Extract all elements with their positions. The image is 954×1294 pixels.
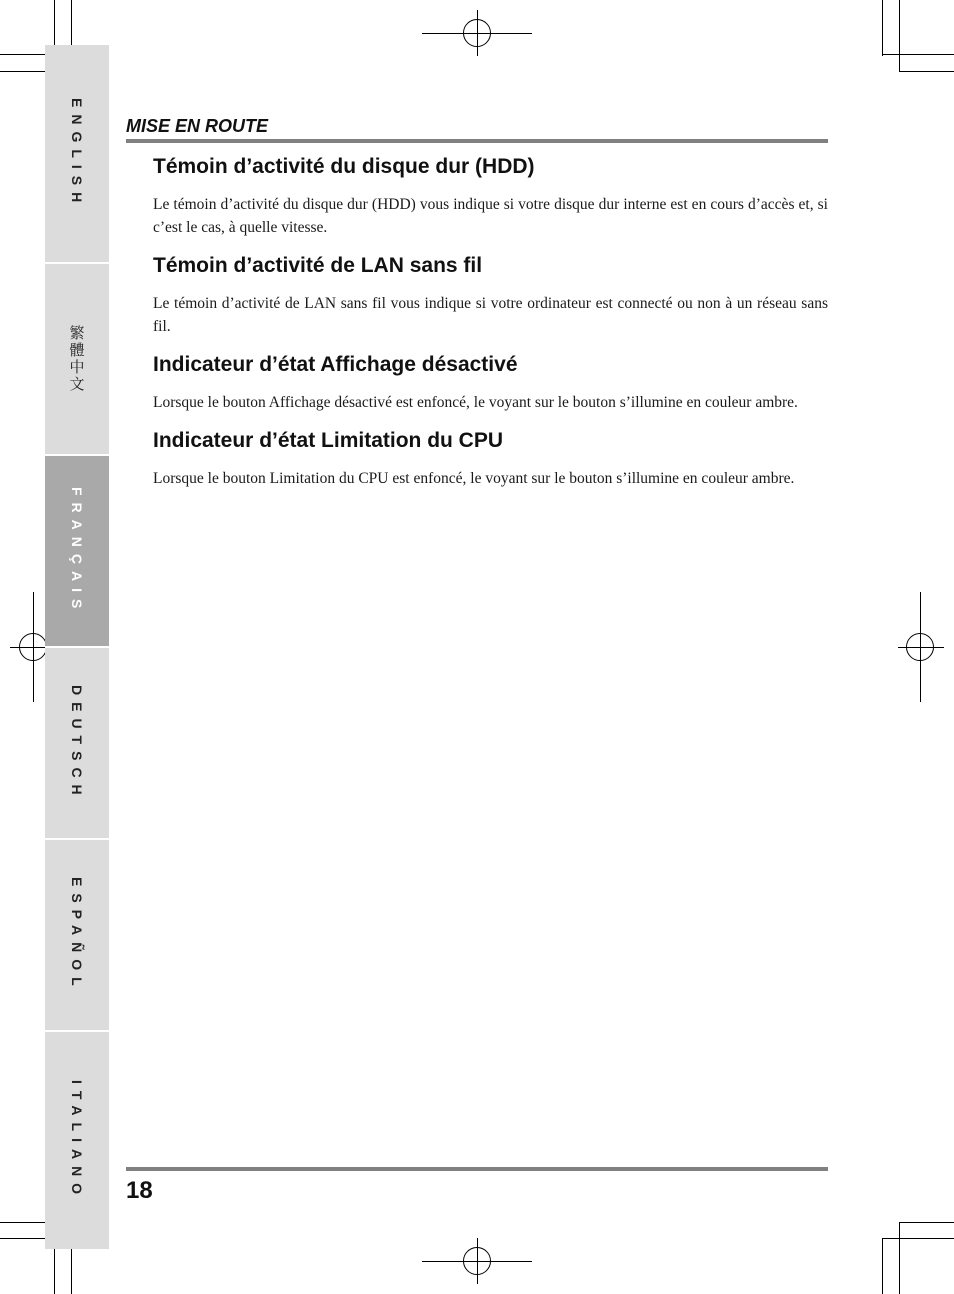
language-tab-francais[interactable] [45, 456, 109, 648]
section-header: MISE EN ROUTE [126, 116, 269, 136]
crop-mark [899, 1222, 954, 1223]
section-body: Lorsque le bouton Affichage désactivé est enfoncé, le voyant sur le bouton s’illumine en couleur ambre. [153, 394, 798, 411]
language-tab-label: ITALIANO [69, 1079, 85, 1202]
language-tab-label: FRANÇAIS [69, 486, 85, 616]
language-tab-deutsch[interactable] [45, 648, 109, 840]
section-hdd-indicator [153, 152, 828, 239]
language-tab-italiano[interactable] [45, 1032, 109, 1249]
registration-circle [19, 633, 47, 661]
language-tab-espanol[interactable] [45, 840, 109, 1032]
page-number: 18 [126, 1177, 153, 1204]
section-display-off-indicator [153, 350, 828, 414]
crop-mark [882, 1238, 954, 1239]
section-cpu-limit-indicator [153, 426, 828, 490]
registration-circle [463, 19, 491, 47]
crop-mark [899, 0, 900, 72]
registration-circle [463, 1247, 491, 1275]
footer-rule [126, 1167, 828, 1171]
section-body: Le témoin d’activité de LAN sans fil vous indique si votre ordinateur est connecté ou non à un réseau sans fil. [153, 295, 828, 335]
section-wlan-indicator [153, 251, 828, 338]
language-tab-label: 繁體中文 [67, 325, 86, 393]
crop-mark [882, 0, 883, 56]
language-tab-chinese[interactable] [45, 264, 109, 456]
language-tab-english[interactable] [45, 45, 109, 264]
section-heading: Témoin d’activité de LAN sans fil [153, 254, 483, 277]
crop-mark [899, 1222, 900, 1294]
header-rule [126, 139, 828, 143]
section-heading: Indicateur d’état Affichage désactivé [153, 353, 518, 376]
section-heading: Indicateur d’état Limitation du CPU [153, 429, 504, 452]
crop-mark [882, 1238, 883, 1294]
crop-mark [882, 54, 954, 55]
language-tab-label: ESPAÑOL [69, 877, 85, 993]
language-tab-label: ENGLISH [69, 97, 85, 210]
section-heading: Témoin d’activité du disque dur (HDD) [153, 155, 535, 178]
crop-mark [899, 71, 954, 72]
page-content [153, 152, 828, 502]
section-body: Le témoin d’activité du disque dur (HDD) vous indique si votre disque dur interne est en cours d’accès et, si c’est le cas, à quelle vitesse. [153, 196, 828, 236]
registration-circle [906, 633, 934, 661]
language-tab-label: DEUTSCH [69, 684, 85, 802]
language-tabs [45, 45, 109, 1249]
section-body: Lorsque le bouton Limitation du CPU est enfoncé, le voyant sur le bouton s’illumine en couleur ambre. [153, 470, 795, 487]
